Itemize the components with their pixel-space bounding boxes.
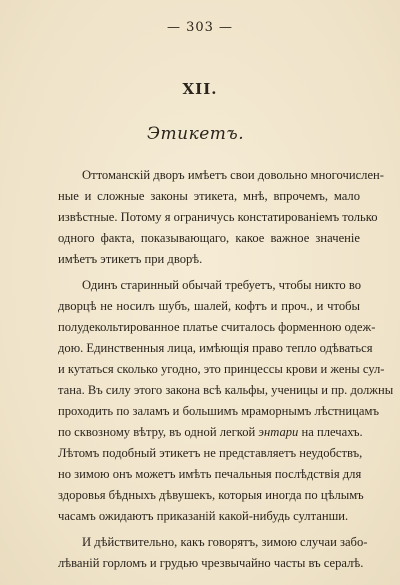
text-line: и кутаться сколько угодно, это принцессы крови и жены сул- <box>58 362 385 376</box>
text-line: полудекольтированное платье считалось форменною одеж- <box>58 320 376 334</box>
page-number: — 303 — <box>166 20 234 35</box>
emphasized-word: энтари <box>258 425 299 439</box>
text-line: И дѣйствительно, какъ говорятъ, зимою случаи забо- <box>82 535 368 549</box>
body-text <box>58 165 394 574</box>
text-line: дою. Единственныя лица, имѣющія право тепло одѣваться <box>58 341 373 355</box>
section-title: Этикетъ. <box>147 124 245 144</box>
text-line: здоровья бѣдныхъ дѣвушекъ, которыя иногда по цѣлымъ <box>58 488 364 502</box>
text-line: Лѣтомъ подобный этикетъ не представляетъ неудобствъ, <box>58 446 363 460</box>
text-line-with-emphasis <box>58 422 363 443</box>
text-line: лѣваній горломъ и грудью чрезвычайно часты въ сералѣ. <box>58 556 364 570</box>
text-line: Оттоманскій дворъ имѣетъ свои довольно многочислен- <box>82 168 384 182</box>
text-run: по сквозному вѣтру, въ одной легкой <box>58 425 259 439</box>
text-run: на плечахъ. <box>298 425 363 439</box>
text-line: ные и сложные законы этикета, мнѣ, впрочемъ, мало <box>58 189 360 203</box>
text-line: Одинъ старинный обычай требуетъ, чтобы никто во <box>82 278 362 292</box>
text-line: проходить по заламъ и большимъ мраморнымъ лѣстницамъ <box>58 404 379 418</box>
chapter-heading: XII. <box>182 80 218 98</box>
text-line: извѣстные. Потому я ограничусь констатированіемъ только <box>58 210 378 224</box>
text-line: одного факта, показывающаго, какое важное значеніе <box>58 231 360 245</box>
text-line: но зимою онъ можетъ имѣть печальныя послѣдствія для <box>58 467 362 481</box>
text-line: имѣетъ этикетъ при дворѣ. <box>58 252 203 266</box>
text-line: дворцѣ не носилъ шубъ, шалей, кофтъ и проч., и чтобы <box>58 299 360 313</box>
text-line: часамъ ожидаютъ приказаній какой-нибудь султанши. <box>58 509 349 523</box>
text-line: тана. Въ силу этого закона всѣ кальфы, ученицы и пр. должны <box>58 383 394 397</box>
